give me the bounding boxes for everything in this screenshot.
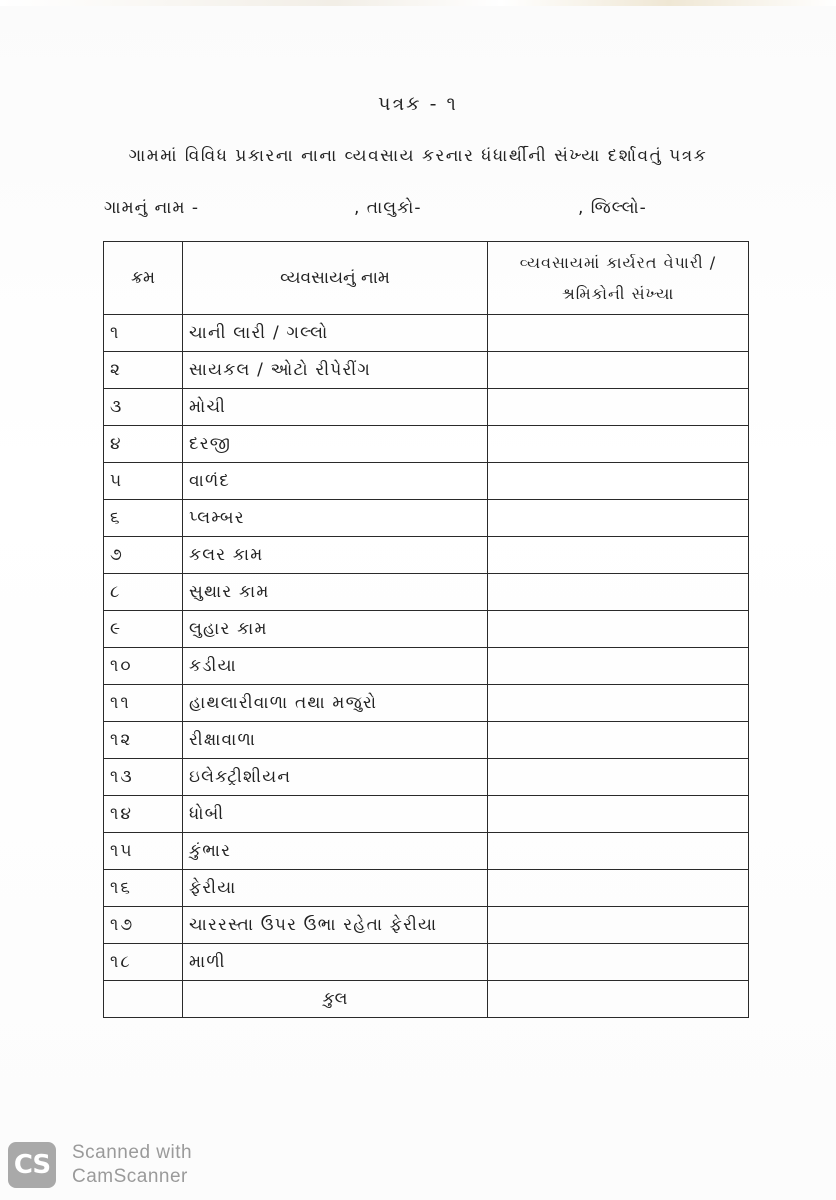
header-count-line1: વ્યવસાયમાં કાર્યરત વેપારી / bbox=[519, 253, 717, 272]
row-occupation-name: ચાની લારી / ગલ્લો bbox=[183, 315, 488, 352]
table-row bbox=[104, 463, 749, 500]
row-occupation-name: લુહાર કામ bbox=[183, 611, 488, 648]
row-count-cell bbox=[488, 389, 749, 426]
row-occupation-name: પ્લમ્બર bbox=[183, 500, 488, 537]
table-row bbox=[104, 833, 749, 870]
row-occupation-name: કુંભાર bbox=[183, 833, 488, 870]
table-row bbox=[104, 648, 749, 685]
header-occupation-name: વ્યવસાયનું નામ bbox=[183, 242, 488, 315]
row-count-cell bbox=[488, 907, 749, 944]
table-row bbox=[104, 574, 749, 611]
watermark-line1: Scanned with bbox=[72, 1142, 193, 1163]
header-worker-count bbox=[488, 242, 749, 315]
row-count-cell bbox=[488, 722, 749, 759]
row-serial: ૭ bbox=[104, 537, 183, 574]
total-row bbox=[104, 981, 749, 1018]
row-count-cell bbox=[488, 352, 749, 389]
row-occupation-name: હાથલારીવાળા તથા મજુરો bbox=[183, 685, 488, 722]
row-count-cell bbox=[488, 796, 749, 833]
table-row bbox=[104, 722, 749, 759]
row-serial: ૪ bbox=[104, 426, 183, 463]
district-label: , જિલ્લો- bbox=[578, 198, 647, 218]
table-header-row bbox=[104, 242, 749, 315]
village-info-line bbox=[104, 198, 764, 224]
row-count-cell bbox=[488, 833, 749, 870]
row-occupation-name: કલર કામ bbox=[183, 537, 488, 574]
camscanner-logo: CS bbox=[8, 1142, 56, 1188]
camscanner-watermark bbox=[8, 1140, 248, 1190]
row-serial: ૧૭ bbox=[104, 907, 183, 944]
table-row bbox=[104, 944, 749, 981]
row-serial: ૧ bbox=[104, 315, 183, 352]
table-row bbox=[104, 426, 749, 463]
row-serial: ૧૬ bbox=[104, 870, 183, 907]
row-occupation-name: માળી bbox=[183, 944, 488, 981]
table-row bbox=[104, 389, 749, 426]
row-count-cell bbox=[488, 648, 749, 685]
row-occupation-name: સુથાર કામ bbox=[183, 574, 488, 611]
table-row bbox=[104, 759, 749, 796]
table-row bbox=[104, 315, 749, 352]
table-row bbox=[104, 611, 749, 648]
row-serial: ૧૦ bbox=[104, 648, 183, 685]
form-title: પત્રક - ૧ bbox=[378, 93, 458, 115]
row-serial: ૧૪ bbox=[104, 796, 183, 833]
row-serial: ૩ bbox=[104, 389, 183, 426]
occupation-table bbox=[103, 241, 749, 1018]
row-occupation-name: વાળંદ bbox=[183, 463, 488, 500]
form-subtitle: ગામમાં વિવિધ પ્રકારના નાના વ્યવસાય કરનાર ધંધાર્થીની સંખ્યા દર્શાવતું પત્રક bbox=[128, 146, 708, 166]
row-count-cell bbox=[488, 685, 749, 722]
table-row bbox=[104, 907, 749, 944]
header-count-line2: શ્રમિકોની સંખ્યા bbox=[561, 284, 675, 303]
row-occupation-name: રીક્ષાવાળા bbox=[183, 722, 488, 759]
row-serial: ૧૧ bbox=[104, 685, 183, 722]
row-count-cell bbox=[488, 537, 749, 574]
row-occupation-name: ફેરીયા bbox=[183, 870, 488, 907]
table-row bbox=[104, 537, 749, 574]
table-row bbox=[104, 352, 749, 389]
table-row bbox=[104, 500, 749, 537]
row-occupation-name: દરજી bbox=[183, 426, 488, 463]
row-occupation-name: કડીયા bbox=[183, 648, 488, 685]
row-serial: ૧૩ bbox=[104, 759, 183, 796]
row-occupation-name: મોચી bbox=[183, 389, 488, 426]
row-serial: ૯ bbox=[104, 611, 183, 648]
header-serial: ક્રમ bbox=[104, 242, 183, 315]
row-count-cell bbox=[488, 870, 749, 907]
row-occupation-name: ધોબી bbox=[183, 796, 488, 833]
row-count-cell bbox=[488, 500, 749, 537]
total-empty-cell bbox=[104, 981, 183, 1018]
row-count-cell bbox=[488, 759, 749, 796]
row-count-cell bbox=[488, 426, 749, 463]
row-count-cell bbox=[488, 315, 749, 352]
row-serial: ૫ bbox=[104, 463, 183, 500]
table-row bbox=[104, 870, 749, 907]
row-occupation-name: સાયકલ / ઓટો રીપેરીંગ bbox=[183, 352, 488, 389]
table-row bbox=[104, 796, 749, 833]
row-count-cell bbox=[488, 463, 749, 500]
row-occupation-name: ઇલેક્ટ્રીશીયન bbox=[183, 759, 488, 796]
table-body bbox=[104, 315, 749, 981]
row-serial: ૨ bbox=[104, 352, 183, 389]
row-count-cell bbox=[488, 944, 749, 981]
total-label: કુલ bbox=[183, 981, 488, 1018]
row-serial: ૧૫ bbox=[104, 833, 183, 870]
row-serial: ૧૮ bbox=[104, 944, 183, 981]
row-occupation-name: ચારરસ્તા ઉપર ઉભા રહેતા ફેરીયા bbox=[183, 907, 488, 944]
row-count-cell bbox=[488, 574, 749, 611]
page-top-edge bbox=[0, 0, 836, 6]
row-serial: ૬ bbox=[104, 500, 183, 537]
watermark-line2: CamScanner bbox=[72, 1166, 188, 1187]
row-serial: ૧૨ bbox=[104, 722, 183, 759]
village-name-label: ગામનું નામ - bbox=[104, 198, 200, 218]
taluka-label: , તાલુકો- bbox=[354, 198, 422, 218]
row-count-cell bbox=[488, 611, 749, 648]
total-count-cell bbox=[488, 981, 749, 1018]
row-serial: ૮ bbox=[104, 574, 183, 611]
table-row bbox=[104, 685, 749, 722]
